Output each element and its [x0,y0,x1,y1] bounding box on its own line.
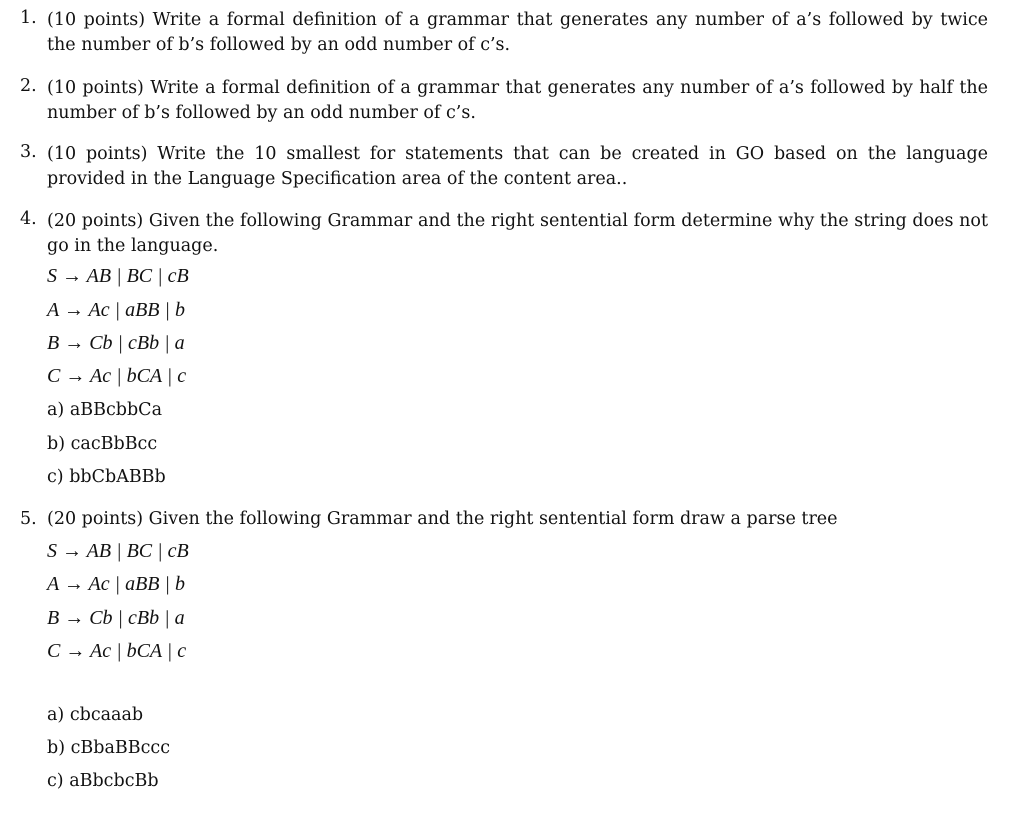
question-text: (10 points) Write a formal definition of a grammar that generates any number of a’s followed by twice the number of b’s followed by an odd number of c’s. [47,10,988,55]
grammar-rule: S → AB | BC | cB [47,265,189,287]
question-number: 2. [20,76,37,96]
question-number: 5. [20,509,37,529]
question-number: 1. [20,8,37,28]
grammar-rule: S → AB | BC | cB [47,540,189,562]
sub-part: b) cBbaBBccc [47,738,171,758]
question-number: 3. [20,142,37,162]
grammar-rule: B → Cb | cBb | a [47,607,185,629]
sub-part: b) cacBbBcc [47,434,158,454]
grammar-rule: C → Ac | bCA | c [47,365,187,387]
sub-part: a) aBBcbbCa [47,400,163,420]
question-number: 4. [20,209,37,229]
grammar-rule: A → Ac | aBB | b [47,299,186,321]
question-text: (20 points) Given the following Grammar and the right sentential form determine why the string does not go in the language. [47,211,988,256]
grammar-rule: A → Ac | aBB | b [47,573,186,595]
sub-part: c) aBbcbcBb [47,771,159,791]
grammar-rule: C → Ac | bCA | c [47,640,187,662]
question-text: (10 points) Write a formal definition of a grammar that generates any number of a’s followed by half the number of b’s followed by an odd number of c’s. [47,78,988,123]
grammar-rule: B → Cb | cBb | a [47,332,185,354]
question-text: (10 points) Write the 10 smallest for statements that can be created in GO based on the language provided in the Language Specification area of the content area.. [47,144,988,189]
sub-part: c) bbCbABBb [47,467,166,487]
sub-part: a) cbcaaab [47,705,144,725]
question-text: (20 points) Given the following Grammar and the right sentential form draw a parse tree [47,509,838,529]
